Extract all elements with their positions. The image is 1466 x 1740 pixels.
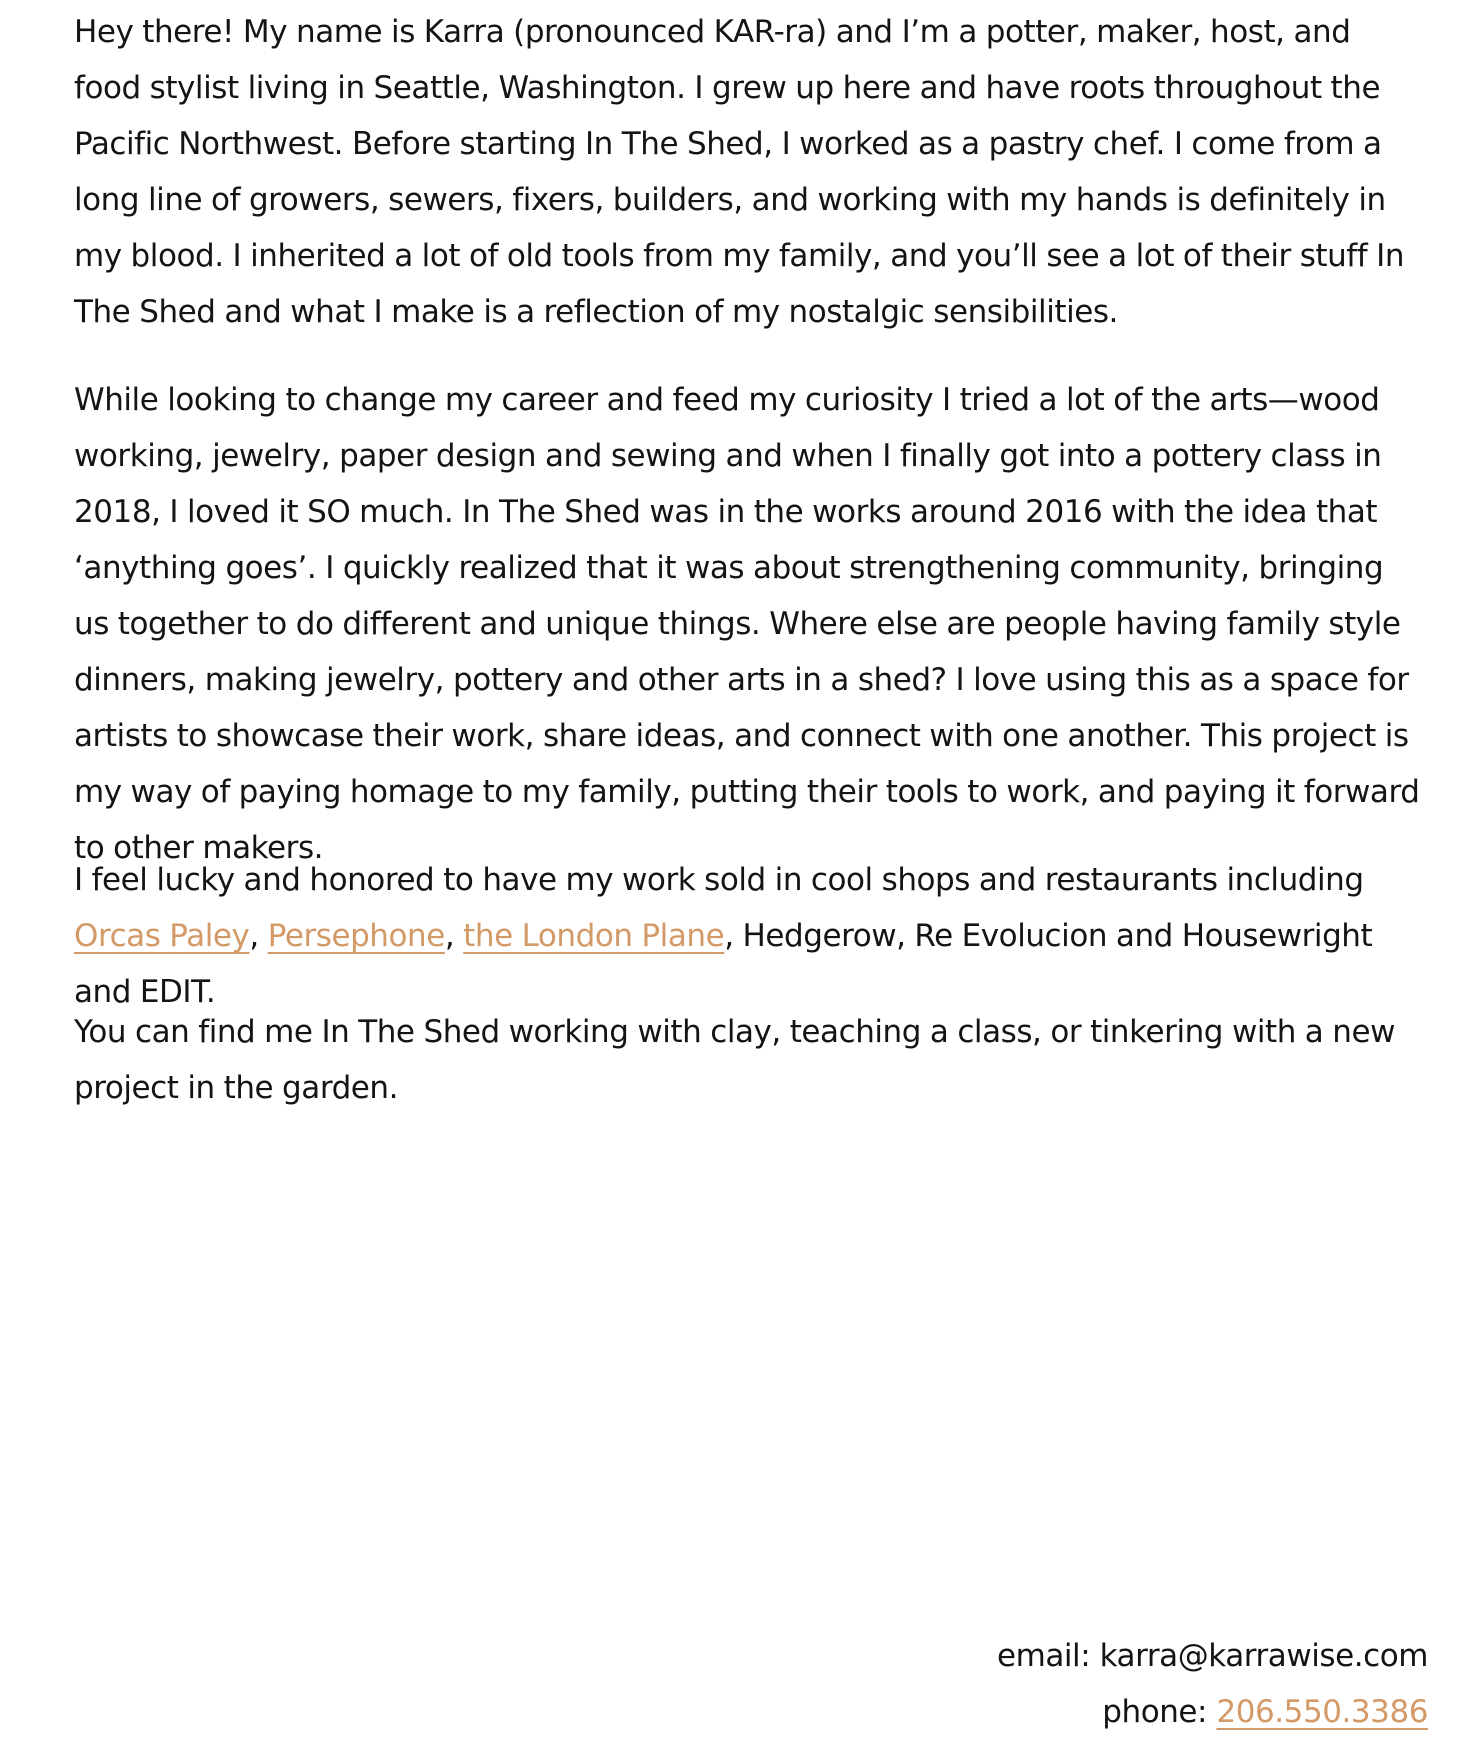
about-paragraph-story: While looking to change my career and feed my curiosity I tried a lot of the arts—wood working, jewelry, paper design and sewing and when I finally got into a pottery class in 2018, I loved it SO much. In The Shed was in the works around 2016 with the idea that ‘anything goes’. I quickly realized that it was about strengthening community, bringing us together to do different and unique things. Where else are people having family style dinners, making jewelry, pottery and other arts in a shed? I love using this as a space for artists to showcase their work, share ideas, and connect with one another. This project is my way of paying homage to my family, putting their tools to work, and paying it forward to other makers. [74,382,1420,866]
orcas-paley-link[interactable]: Orcas Paley [74,918,250,954]
about-paragraph-intro: Hey there! My name is Karra (pronounced KAR-ra) and I’m a potter, maker, host, and food stylist living in Seattle, Washington. I grew up here and have roots throughout the Pacific Northwest. Before starting In The Shed, I worked as a pastry chef. I come from a long line of growers, sewers, fixers, builders, and working with my hands is definitely in my blood. I inherited a lot of old tools from my family, and you’ll see a lot of their stuff In The Shed and what I make is a reflection of my nostalgic sensibilities. [74,14,1405,330]
shops-outro-text: , Hedgerow, Re Evolucion and Housewright and EDIT. [74,918,1373,1010]
phone-link[interactable]: 206.550.3386 [1216,1694,1428,1730]
persephone-link[interactable]: Persephone [267,918,445,954]
phone-line [997,1684,1428,1740]
london-plane-link[interactable]: the London Plane [463,918,725,954]
email-value: karra@karrawise.com [1099,1638,1428,1674]
email-line [997,1628,1428,1684]
shops-separator: , [444,918,464,954]
email-label: email: [996,1638,1100,1674]
shops-intro-text: I feel lucky and honored to have my work sold in cool shops and restaurants including [74,862,1364,898]
about-paragraph-closing: You can find me In The Shed working with clay, teaching a class, or tinkering with a new project in the garden. [74,1014,1395,1106]
shops-separator: , [249,918,268,954]
about-paragraph-shops [74,852,1424,1020]
phone-label: phone: [1102,1694,1217,1730]
contact-info [997,1628,1428,1740]
